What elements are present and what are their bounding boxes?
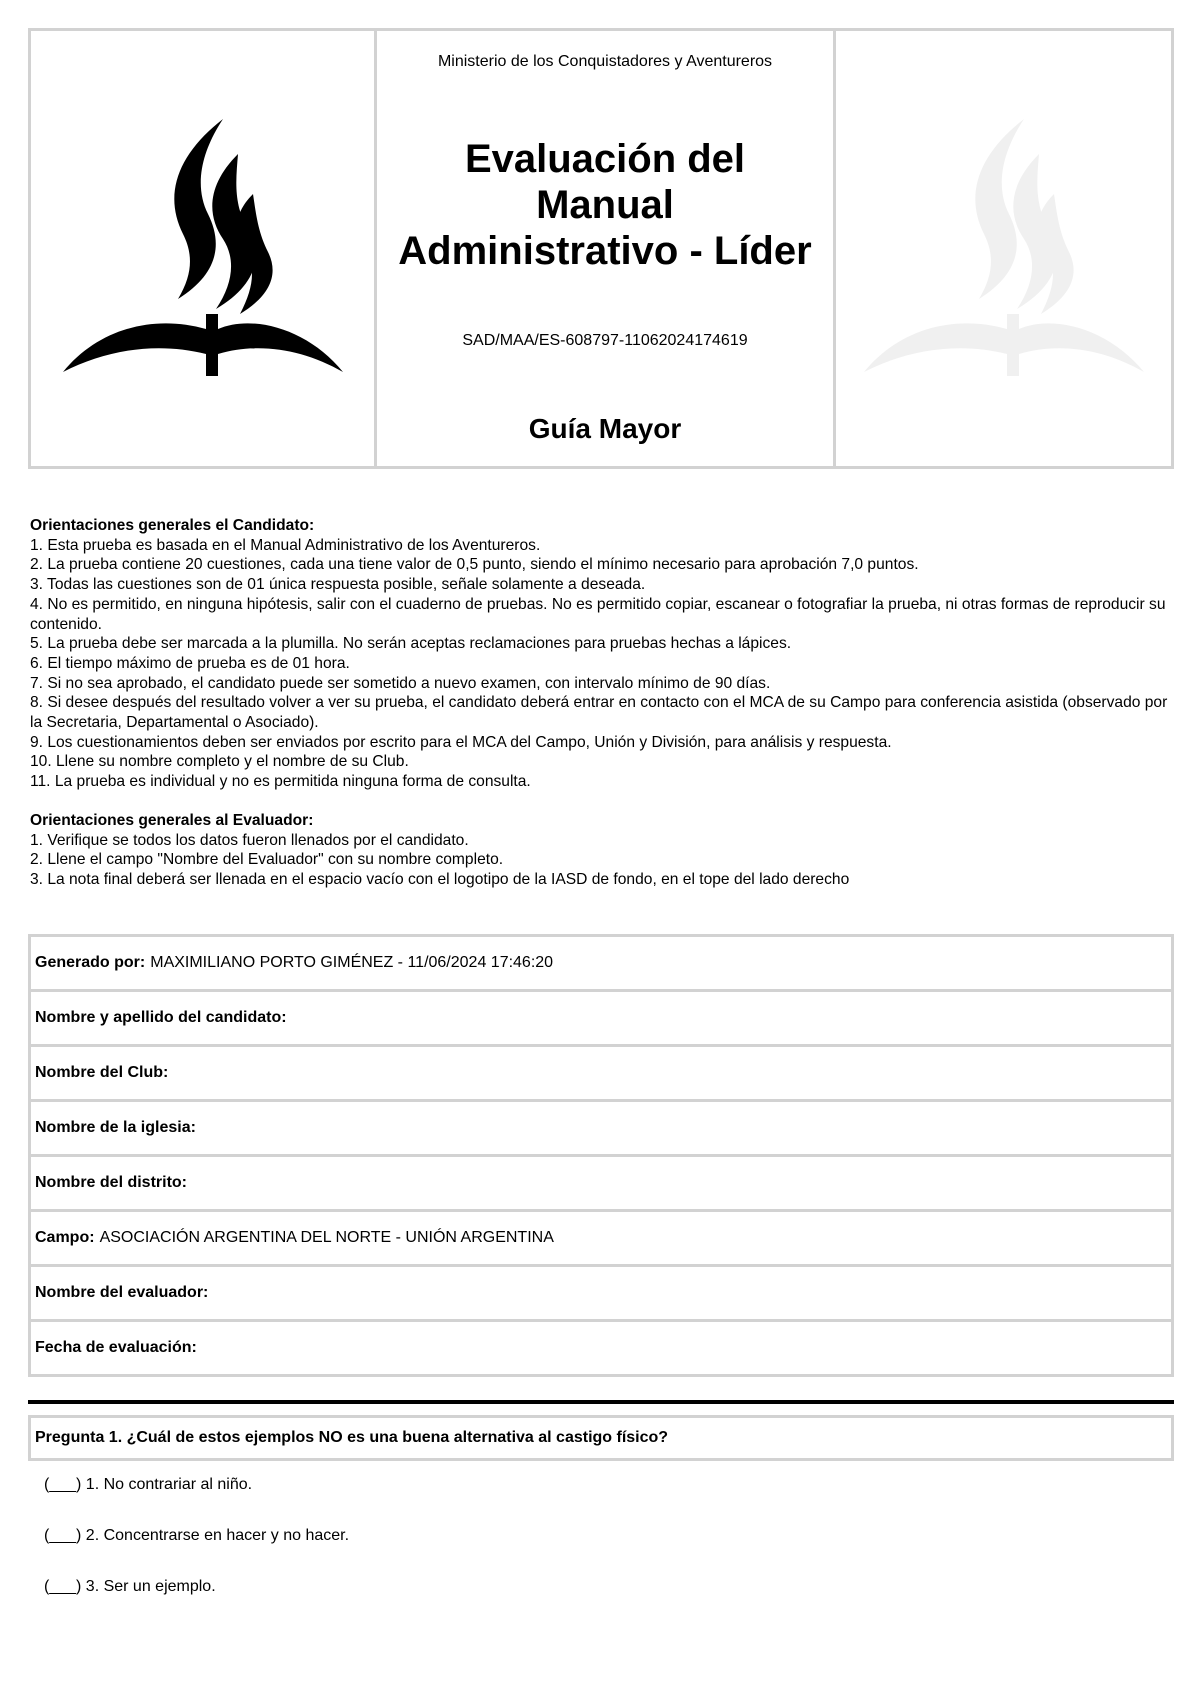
candidate-guideline-4: 4. No es permitido, en ninguna hipótesis, salir con el cuaderno de pruebas. No es permitido copiar, escanear o fotografiar la prueba, ni otras formas de reproducir su contenido. xyxy=(30,595,1166,633)
document-code: SAD/MAA/ES-608797-11062024174619 xyxy=(462,332,748,349)
section-divider xyxy=(28,1400,1174,1404)
candidate-name-label: Nombre y apellido del candidato: xyxy=(35,1009,287,1026)
candidate-guideline-8: 8. Si desee después del resultado volver a ver su prueba, el candidato deberá entrar en contacto con el MCA de su Campo para conferencia asistida (observado por la Secretaria, Departamental o Asociado). xyxy=(30,694,1168,732)
instructions xyxy=(30,516,1175,890)
level-title: Guía Mayor xyxy=(528,413,682,444)
evaluator-guideline-2: 2. Llene el campo "Nombre del Evaluador" con su nombre completo. xyxy=(30,851,504,869)
candidate-guideline-6: 6. El tiempo máximo de prueba es de 01 hora. xyxy=(30,654,350,672)
field-row xyxy=(31,1212,1171,1267)
evaluation-date-label: Fecha de evaluación: xyxy=(35,1339,197,1356)
question-1-option-3[interactable]: (___) 3. Ser un ejemplo. xyxy=(44,1578,216,1595)
question-1-option-2[interactable]: (___) 2. Concentrarse en hacer y no hacer. xyxy=(44,1527,350,1544)
question-1-option-1[interactable]: (___) 1. No contrariar al niño. xyxy=(44,1476,253,1493)
generated-by-row xyxy=(31,937,1171,992)
iasd-logo-icon xyxy=(58,114,348,384)
candidate-guideline-5: 5. La prueba debe ser marcada a la plumilla. No serán aceptas reclamaciones para pruebas hechas a lápices. xyxy=(30,635,792,653)
evaluator-name-label: Nombre del evaluador: xyxy=(35,1284,209,1301)
club-name-field[interactable] xyxy=(31,1047,1171,1102)
ministry-name: Ministerio de los Conquistadores y Aventureros xyxy=(437,53,773,70)
title-cell xyxy=(377,31,836,466)
candidate-guideline-2: 2. La prueba contiene 20 cuestiones, cada una tiene valor de 0,5 punto, siendo el mínimo necesario para aprobación 7,0 puntos. xyxy=(30,556,919,574)
district-name-field[interactable] xyxy=(31,1157,1171,1212)
iasd-logo-watermark-icon xyxy=(859,114,1149,384)
evaluation-date-field[interactable] xyxy=(31,1322,1171,1374)
title-line-3: Administrativo - Líder xyxy=(398,229,812,273)
candidate-form xyxy=(28,934,1174,1377)
evaluator-guideline-1: 1. Verifique se todos los datos fueron llenados por el candidato. xyxy=(30,831,469,849)
candidate-guideline-9: 9. Los cuestionamientos deben ser enviados por escrito para el MCA del Campo, Unión y División, para análisis y respuesta. xyxy=(30,733,892,751)
title-line-1: Evaluación del xyxy=(464,137,746,181)
candidate-guideline-7: 7. Si no sea aprobado, el candidato puede ser sometido a nuevo examen, con intervalo mínimo de 90 días. xyxy=(30,674,771,692)
candidate-guideline-11: 11. La prueba es individual y no es permitida ninguna forma de consulta. xyxy=(30,773,531,791)
candidate-guideline-10: 10. Llene su nombre completo y el nombre de su Club. xyxy=(30,753,409,771)
grade-cell[interactable] xyxy=(836,31,1171,466)
candidate-guidelines-heading: Orientaciones generales el Candidato: xyxy=(30,517,315,534)
candidate-guideline-3: 3. Todas las cuestiones son de 01 única respuesta posible, señale solamente a deseada. xyxy=(30,576,646,594)
evaluator-name-field[interactable] xyxy=(31,1267,1171,1322)
header-box xyxy=(28,28,1174,469)
title-line-2: Manual xyxy=(536,183,674,227)
generated-by-label: Generado por: xyxy=(35,954,146,971)
candidate-guideline-1: 1. Esta prueba es basada en el Manual Administrativo de los Aventureros. xyxy=(30,536,541,554)
field-label: Campo: xyxy=(35,1229,95,1246)
church-name-field[interactable] xyxy=(31,1102,1171,1157)
evaluator-guideline-3: 3. La nota final deberá ser llenada en el espacio vacío con el logotipo de la IASD de fondo, en el tope del lado derecho xyxy=(30,870,850,888)
evaluator-guidelines-heading: Orientaciones generales al Evaluador: xyxy=(30,811,314,829)
question-1: Pregunta 1. ¿Cuál de estos ejemplos NO es una buena alternativa al castigo físico? xyxy=(28,1415,1174,1461)
section-spacer xyxy=(30,792,1175,811)
question-1-options xyxy=(44,1475,349,1628)
district-name-label: Nombre del distrito: xyxy=(35,1174,188,1191)
club-name-label: Nombre del Club: xyxy=(35,1064,169,1081)
field-value: ASOCIACIÓN ARGENTINA DEL NORTE - UNIÓN ARGENTINA xyxy=(99,1229,554,1246)
logo-cell xyxy=(31,31,377,466)
document-title xyxy=(377,136,833,274)
candidate-name-field[interactable] xyxy=(31,992,1171,1047)
generated-by-value: MAXIMILIANO PORTO GIMÉNEZ - 11/06/2024 17:46:20 xyxy=(150,954,554,971)
church-name-label: Nombre de la iglesia: xyxy=(35,1119,196,1136)
